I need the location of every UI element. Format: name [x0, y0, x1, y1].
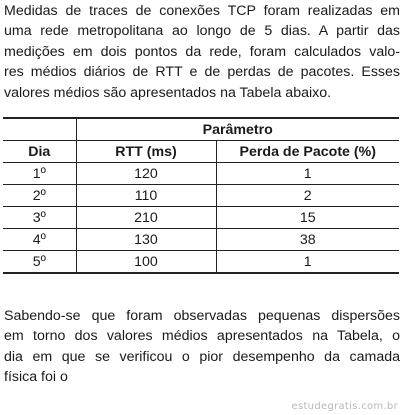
prompt-line: em torno dos valores médios apresentados na Tabela, o [4, 328, 400, 345]
cell-rtt: 210 [76, 207, 216, 229]
cell-dia: 4º [3, 229, 76, 251]
cell-rtt: 100 [76, 251, 216, 274]
cell-rtt: 130 [76, 229, 216, 251]
cell-dia: 2º [3, 185, 76, 207]
question-prompt [4, 306, 400, 388]
cell-perda: 2 [216, 185, 399, 207]
table-row [3, 207, 399, 229]
intro-line: medições em dois pontos da rede, foram calculados valo- [4, 43, 400, 60]
group-header-parametro: Parâmetro [76, 118, 399, 141]
cell-perda: 1 [216, 251, 399, 274]
cell-dia: 3º [3, 207, 76, 229]
column-header-dia: Dia [3, 141, 76, 163]
table-row [3, 251, 399, 274]
intro-line: valores médios são apresentados na Tabela abaixo. [4, 84, 332, 101]
table-header-row [3, 141, 399, 163]
table-row [3, 185, 399, 207]
measurements-table [3, 117, 399, 274]
intro-line: Medidas de traces de conexões TCP foram realizadas em [4, 3, 400, 19]
cell-perda: 15 [216, 207, 399, 229]
prompt-line: dia em que se verificou o pior desempenho da camada [4, 348, 400, 365]
prompt-line: Sabendo-se que foram observadas pequenas dispersões [4, 308, 400, 324]
intro-line: res médios diários de RTT e de perdas de pacotes. Esses [4, 64, 400, 81]
cell-perda: 38 [216, 229, 399, 251]
prompt-line: física foi o [4, 369, 68, 386]
table-corner-cell [3, 118, 76, 141]
column-header-rtt: RTT (ms) [76, 141, 216, 163]
cell-dia: 5º [3, 251, 76, 274]
table-group-header-row [3, 118, 399, 141]
site-watermark: estudegratis.com.br [291, 401, 398, 412]
table-row [3, 229, 399, 251]
intro-line: uma rede metropolitana ao longo de 5 dias. A partir das [4, 23, 400, 40]
cell-rtt: 120 [76, 163, 216, 185]
cell-rtt: 110 [76, 185, 216, 207]
column-header-perda: Perda de Pacote (%) [216, 141, 399, 163]
table-row [3, 163, 399, 185]
cell-dia: 1º [3, 163, 76, 185]
cell-perda: 1 [216, 163, 399, 185]
question-intro [4, 1, 400, 103]
